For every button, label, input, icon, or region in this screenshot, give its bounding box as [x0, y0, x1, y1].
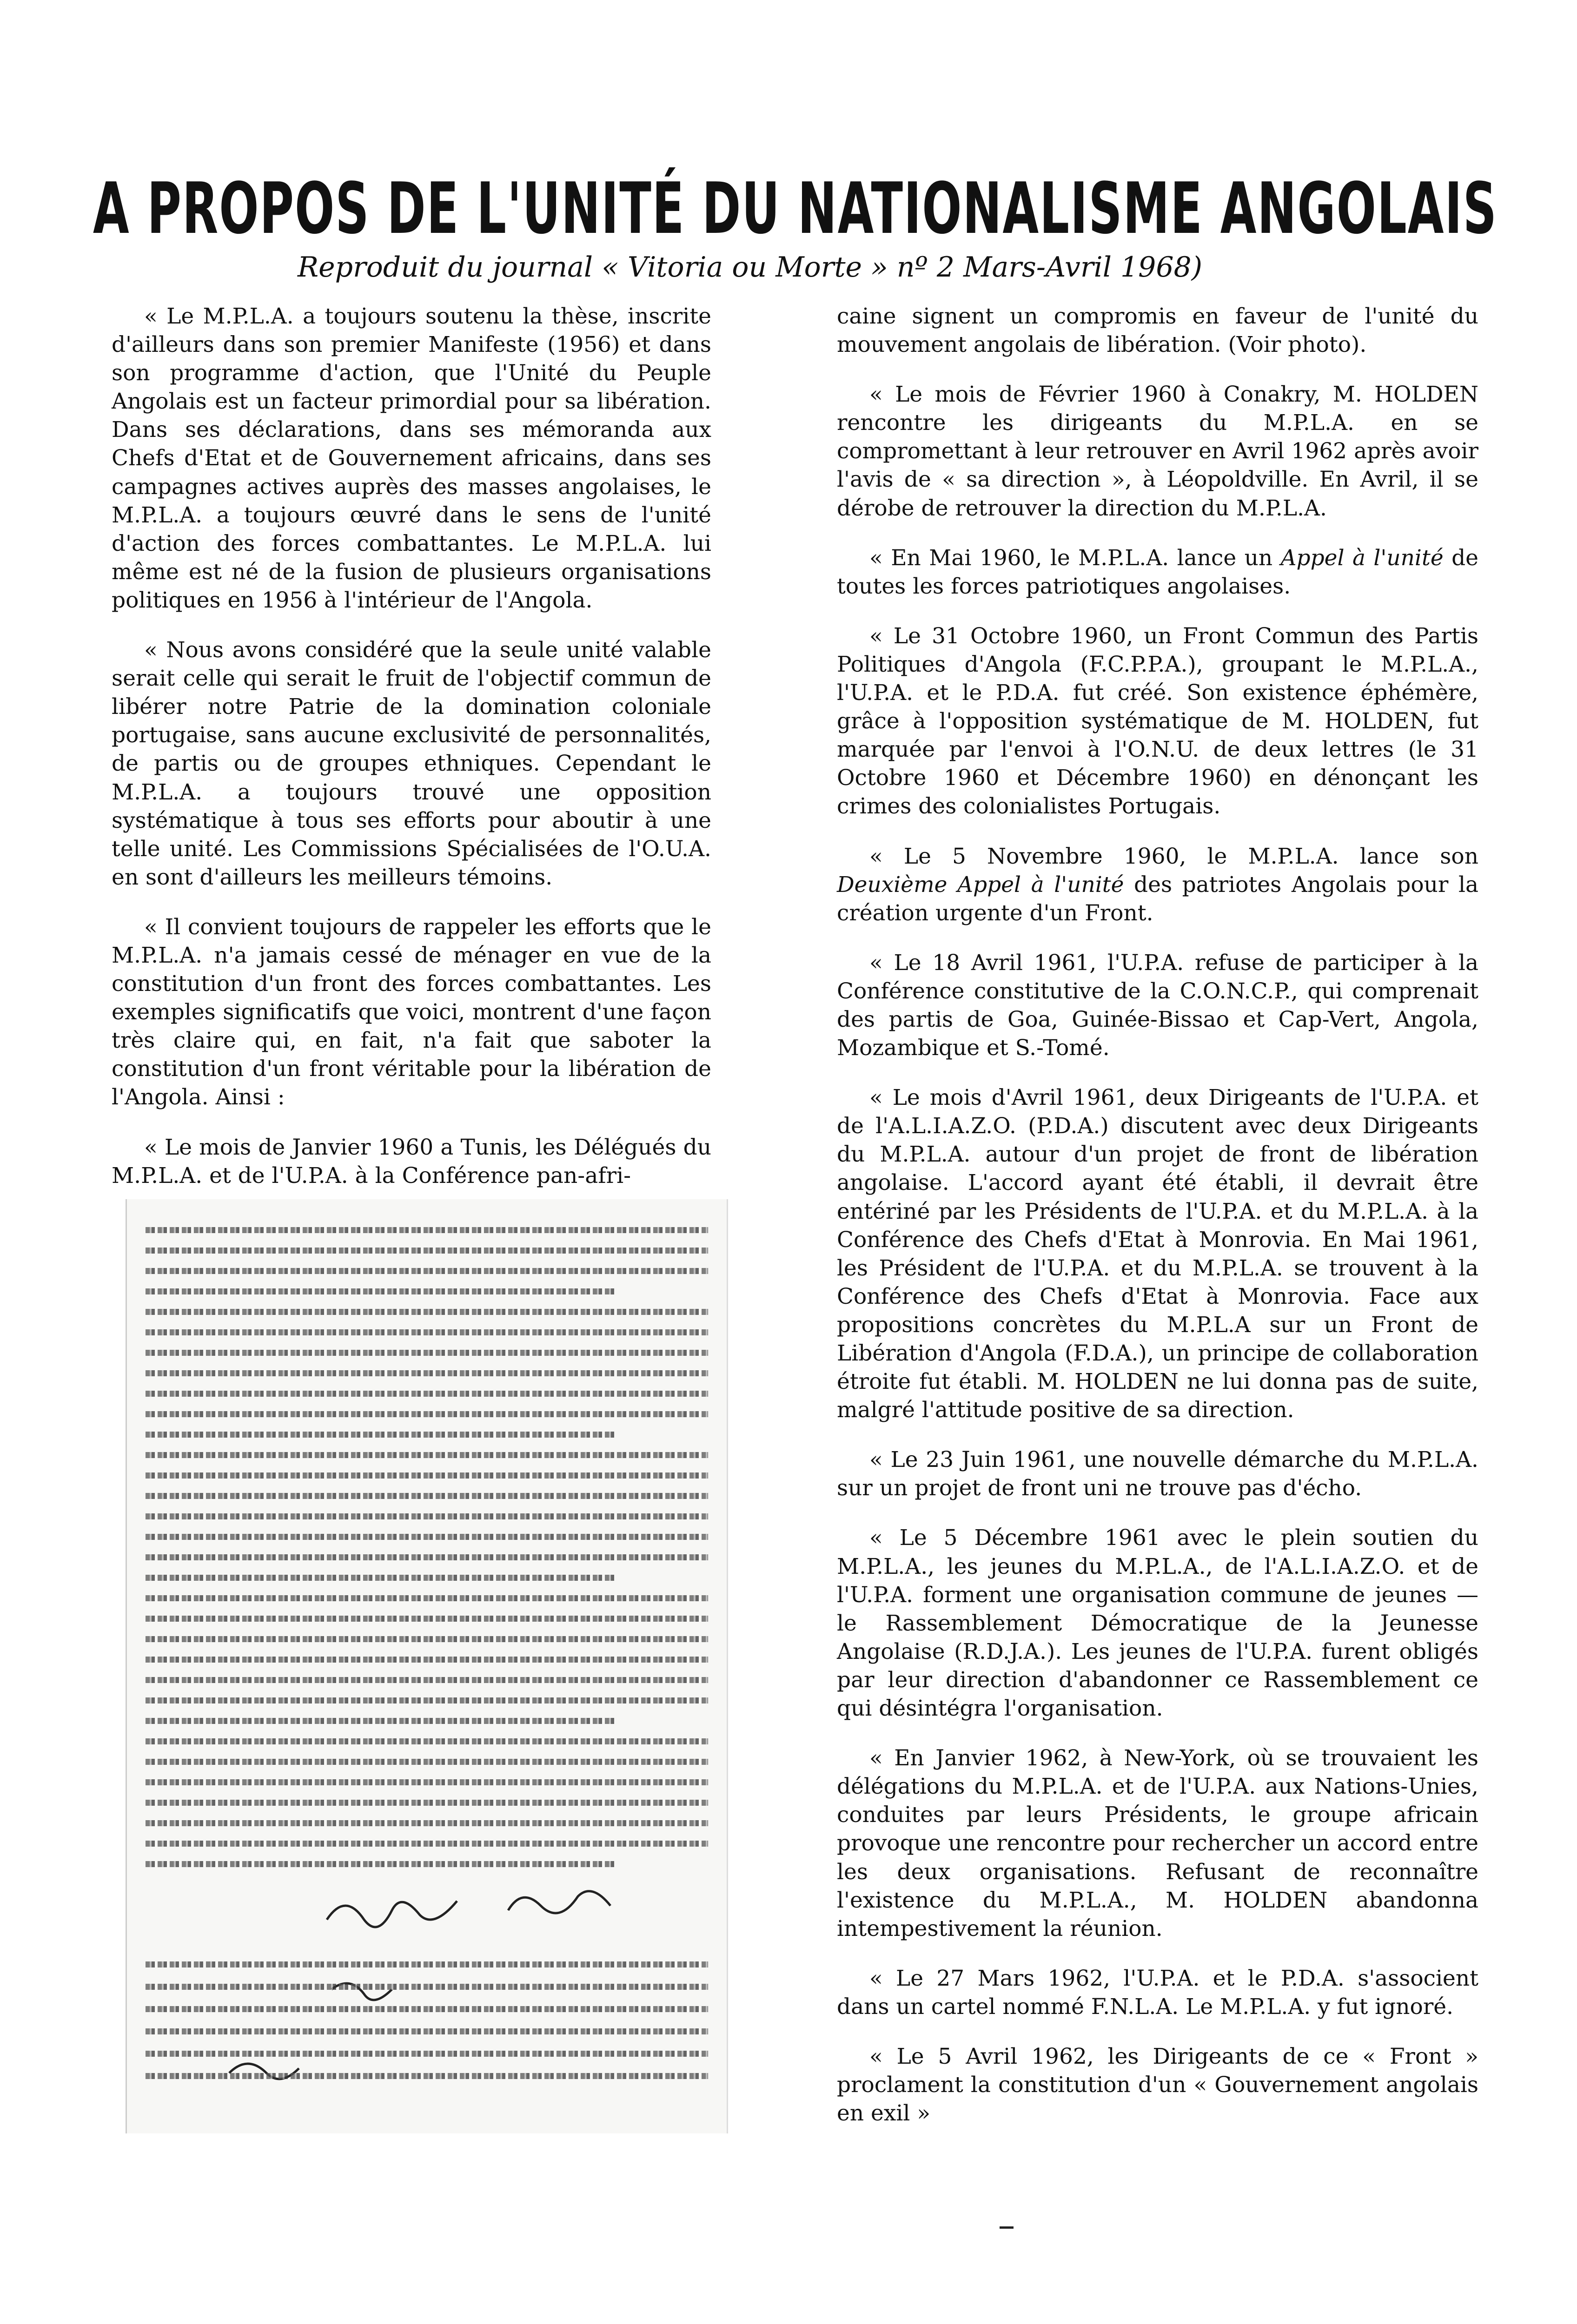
typewritten-line: [146, 1452, 708, 1458]
typewritten-line: [146, 1616, 708, 1622]
paragraph: caine signent un compromis en faveur de l'unité du mouvement angolais de libération. (Voir photo).: [837, 304, 1478, 358]
paragraph: « Le mois d'Avril 1961, deux Dirigeants de l'U.P.A. et de l'A.L.I.A.Z.O. (P.D.A.) discutent avec deux Dirigeants du M.P.L.A. autour d'un projet de front de libération angolaise. L'accord ayant été établi, il devrait être entériné par les Présidents de l'U.P.A. et du M.P.L.A. à la Conférence des Chefs d'Etat à Monrovia. En Mai 1961, les Président de l'U.P.A. et du M.P.L.A. se trouvent à la Conférence des Chefs d'Etat à Monrovia. Face aux propositions concrètes du M.P.L.A sur un Front de Libération d'Angola (F.D.A.), un principe de collaboration étroite fut établi. M. HOLDEN ne lui donna pas de suite, malgré l'attitude positive de sa direction.: [837, 1085, 1478, 1423]
paragraph: « Le M.P.L.A. a toujours soutenu la thèse, inscrite d'ailleurs dans son premier Manifeste (1956) et dans son programme d'action, que l'Unité du Peuple Angolais est un facteur primordial pour sa libération. Dans ses déclarations, dans ses mémoranda aux Chefs d'Etat et de Gouvernement africains, dans ses campagnes actives auprès des masses angolaises, le M.P.L.A. a toujours œuvré dans le sens de l'unité d'action des forces combattantes. Le M.P.L.A. lui même est né de la fusion de plusieurs organisations politiques en 1956 à l'intérieur de l'Angola.: [112, 304, 711, 613]
typewritten-line: [146, 1697, 708, 1703]
article-subtitle: Reproduit du journal « Vitoria ou Morte » nº 2 Mars-Avril 1968): [298, 251, 1203, 284]
paragraph: « Le 5 Avril 1962, les Dirigeants de ce « Front » proclament la constitution d'un « Gouvernement angolais en exil »: [837, 2043, 1478, 2126]
handwritten-signatures-image: [127, 1199, 727, 2133]
article-title: A PROPOS DE L'UNITÉ DU NATIONALISME ANGOLAIS: [93, 167, 1497, 250]
typewritten-line: [146, 1800, 708, 1806]
typewritten-line: [146, 1329, 708, 1335]
paragraph: « Il convient toujours de rappeler les efforts que le M.P.L.A. n'a jamais cessé de ménager en vue de la constitution d'un front des forces combattantes. Les exemples significatifs que voici, montrent d'une façon très claire qui, en fait, n'a fait que saboter la constitution d'un front véritable pour la libération de l'Angola. Ainsi :: [112, 914, 711, 1110]
typewritten-line: [146, 1350, 708, 1356]
typewritten-line: [146, 1636, 708, 1642]
typewritten-line: [146, 1657, 708, 1663]
compromise-document-photo: [126, 1199, 728, 2133]
typewritten-line: [146, 1738, 708, 1744]
typewritten-line: [146, 1309, 708, 1315]
left-column: [112, 302, 711, 1211]
typewritten-line: [146, 1288, 615, 1294]
typewritten-line: [146, 1227, 708, 1233]
paragraph: « En Mai 1960, le M.P.L.A. lance un Appel à l'unité de toutes les forces patriotiques angolaises.: [837, 545, 1478, 599]
print-speck: [1000, 2226, 1014, 2229]
emphasis: Deuxième Appel à l'unité: [837, 872, 1124, 898]
typewritten-line: [146, 2006, 708, 2012]
typewritten-line: [146, 1432, 615, 1438]
typewritten-line: [146, 1861, 615, 1867]
paragraph: « Le mois de Février 1960 à Conakry, M. HOLDEN rencontre les dirigeants du M.P.L.A. en se compromettant à leur retrouver en Avril 1962 après avoir l'avis de « sa direction », à Léopoldville. En Avril, il se dérobe de retrouver la direction du M.P.L.A.: [837, 382, 1478, 521]
typewritten-line: [146, 1595, 708, 1601]
paragraph: « Le 27 Mars 1962, l'U.P.A. et le P.D.A. s'associent dans un cartel nommé F.N.L.A. Le M.P.L.A. y fut ignoré.: [837, 1965, 1478, 2020]
paragraph: « Le 23 Juin 1961, une nouvelle démarche du M.P.L.A. sur un projet de front uni ne trouve pas d'écho.: [837, 1447, 1478, 1501]
typewritten-line: [146, 1493, 708, 1499]
typewritten-line: [146, 1961, 708, 1967]
typewritten-line: [146, 1534, 708, 1540]
right-column: [837, 302, 1478, 2149]
typewritten-line: [146, 1984, 708, 1990]
typewritten-line: [146, 1820, 708, 1826]
typewritten-line: [146, 2028, 708, 2034]
typewritten-line: [146, 1472, 708, 1479]
paragraph: « Le mois de Janvier 1960 a Tunis, les Délégués du M.P.L.A. et de l'U.P.A. à la Conférence pan-afri-: [112, 1134, 711, 1188]
paragraph: « Le 18 Avril 1961, l'U.P.A. refuse de participer à la Conférence constitutive de la C.O.N.C.P., qui comprenait des partis de Goa, Guinée-Bissao et Cap-Vert, Angola, Mozambique et S.-Tomé.: [837, 950, 1478, 1061]
typewritten-line: [146, 1411, 708, 1417]
typewritten-line: [146, 1268, 708, 1274]
paragraph: « Le 5 Décembre 1961 avec le plein soutien du M.P.L.A., les jeunes du M.P.L.A., de l'A.L.I.A.Z.O. et de l'U.P.A. forment une organisation commune de jeunes — le Rassemblement Démocratique de la Jeunesse Angolaise (R.D.J.A.). Les jeunes de l'U.P.A. furent obligés par leur direction d'abandonner ce Rassemblement ce qui désintégra l'organisation.: [837, 1525, 1478, 1722]
emphasis: Appel à l'unité: [1280, 545, 1444, 571]
typewritten-line: [146, 1513, 708, 1519]
typewritten-line: [146, 1841, 708, 1847]
typewritten-line: [146, 1248, 708, 1254]
typewritten-line: [146, 1575, 615, 1581]
typewritten-line: [146, 1759, 708, 1765]
typewritten-line: [146, 1391, 708, 1397]
typewritten-line: [146, 1779, 708, 1785]
typewritten-line: [146, 1718, 615, 1724]
typewritten-line: [146, 1370, 708, 1376]
typewritten-line: [146, 1554, 708, 1560]
paragraph: « Le 31 Octobre 1960, un Front Commun des Partis Politiques d'Angola (F.C.P.P.A.), groupant le M.P.L.A., l'U.P.A. et le P.D.A. fut créé. Son existence éphémère, grâce à l'opposition systématique de M. HOLDEN, fut marquée par l'envoi à l'O.N.U. de deux lettres (le 31 Octobre 1960 et Décembre 1960) en dénonçant les crimes des colonialistes Portugais.: [837, 623, 1478, 819]
paragraph: « Nous avons considéré que la seule unité valable serait celle qui serait le fruit de l'objectif commun de libérer notre Patrie de la domination coloniale portugaise, sans aucune exclusivité de personnalités, de partis ou de groupes ethniques. Cependant le M.P.L.A. a toujours trouvé une opposition systématique à tous ses efforts pour aboutir à une telle unité. Les Commissions Spécialisées de l'O.U.A. en sont d'ailleurs les meilleurs témoins.: [112, 637, 711, 890]
typewritten-line: [146, 1677, 708, 1683]
paragraph: « Le 5 Novembre 1960, le M.P.L.A. lance son Deuxième Appel à l'unité des patriotes Angolais pour la création urgente d'un Front.: [837, 843, 1478, 926]
typewritten-line: [146, 2051, 708, 2057]
typewritten-line: [146, 2073, 708, 2079]
paragraph: « En Janvier 1962, à New-York, où se trouvaient les délégations du M.P.L.A. et de l'U.P.A. aux Nations-Unies, conduites par leurs Présidents, le groupe africain provoque une rencontre pour rechercher un accord entre les deux organisations. Refusant de reconnaître l'existence du M.P.L.A., M. HOLDEN abandonna intempestivement la réunion.: [837, 1745, 1478, 1941]
